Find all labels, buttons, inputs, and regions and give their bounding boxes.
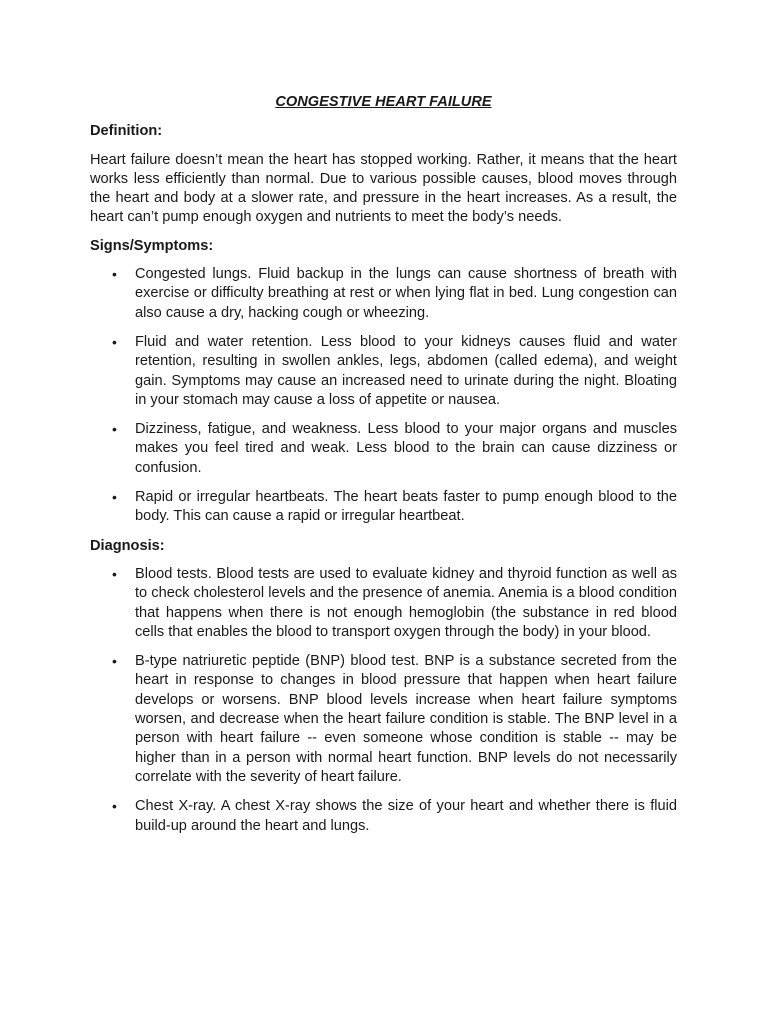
symptoms-heading: Signs/Symptoms: <box>90 237 214 254</box>
definition-paragraph: Heart failure doesn’t mean the heart has stopped working. Rather, it means that the heart works less efficiently than normal. Due to various possible causes, blood moves through the heart and body at a slower rate, and pressure in the heart increases. As a result, the heart can’t pump enough oxygen and nutrients to meet the body’s needs. <box>90 151 677 226</box>
list-item-text: Blood tests. Blood tests are used to evaluate kidney and thyroid function as well as to check cholesterol levels and the presence of anemia. Anemia is a blood condition that happens when there is not enough hemoglobin (the substance in red blood cells that enables the blood to transport oxygen through the body) in your blood. <box>135 565 677 640</box>
list-item-text: Rapid or irregular heartbeats. The heart beats faster to pump enough blood to the body. This can cause a rapid or irregular heartbeat. <box>135 489 677 525</box>
document-page <box>90 93 677 846</box>
diagnosis-list <box>90 565 677 836</box>
bullet-icon: • <box>112 421 117 438</box>
bullet-icon: • <box>112 653 117 670</box>
bullet-icon: • <box>112 565 117 582</box>
list-item-text: Chest X-ray. A chest X-ray shows the size of your heart and whether there is fluid build-up around the heart and lungs. <box>135 798 677 834</box>
list-item <box>90 565 677 642</box>
list-item <box>90 652 677 787</box>
bullet-icon: • <box>112 333 117 350</box>
list-item <box>90 488 677 527</box>
list-item-text: Dizziness, fatigue, and weakness. Less blood to your major organs and muscles makes you feel tired and weak. Less blood to the brain can cause dizziness or confusion. <box>135 421 677 476</box>
list-item <box>90 333 677 410</box>
definition-heading: Definition: <box>90 123 163 140</box>
bullet-icon: • <box>112 266 117 283</box>
list-item-text: B-type natriuretic peptide (BNP) blood test. BNP is a substance secreted from the heart in response to changes in blood pressure that happen when heart failure develops or worsens. BNP blood levels increase when heart failure symptoms worsen, and decrease when the heart failure condition is stable. The BNP level in a person with heart failure -- even someone whose condition is stable -- may be higher than in a person with normal heart function. BNP levels do not necessarily correlate with the severity of heart failure. <box>135 653 677 785</box>
list-item <box>90 420 677 478</box>
list-item <box>90 797 677 836</box>
list-item <box>90 265 677 323</box>
document-title: CONGESTIVE HEART FAILURE <box>275 94 492 110</box>
diagnosis-heading: Diagnosis: <box>90 537 165 554</box>
bullet-icon: • <box>112 798 117 815</box>
symptoms-list <box>90 265 677 527</box>
bullet-icon: • <box>112 489 117 506</box>
list-item-text: Fluid and water retention. Less blood to your kidneys causes fluid and water retention, resulting in swollen ankles, legs, abdomen (called edema), and weight gain. Symptoms may cause an increased need to urinate during the night. Bloating in your stomach may cause a loss of appetite or nausea. <box>135 333 677 408</box>
list-item-text: Congested lungs. Fluid backup in the lungs can cause shortness of breath with exercise or difficulty breathing at rest or when lying flat in bed. Lung congestion can also cause a dry, hacking cough or wheezing. <box>135 266 677 321</box>
